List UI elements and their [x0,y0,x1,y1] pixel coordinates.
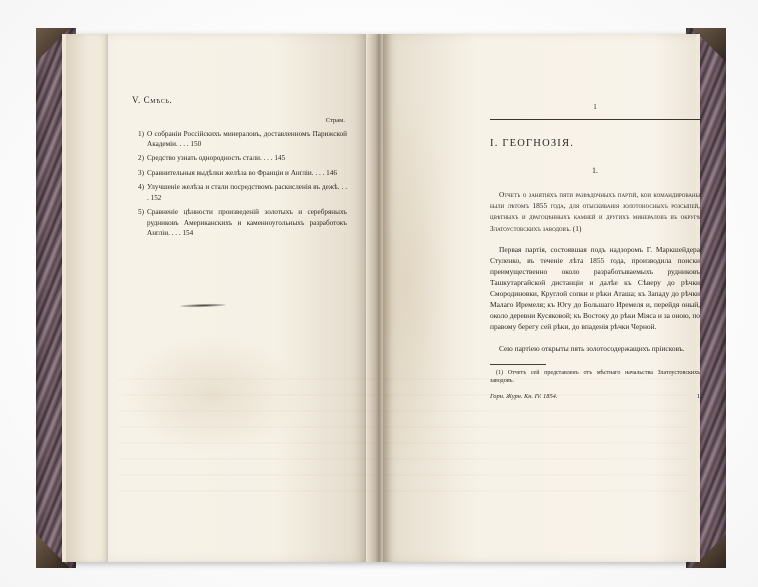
toc-entry-title: Сравненіе цѣнности произведеній золотыхъ и серебряныхъ рудниковъ Американскихъ и каменноугольныхъ разработокъ Англіи [147,208,347,238]
toc-entry-text: Сравненіе цѣнности произведеній золотыхъ и серебряныхъ рудниковъ Американскихъ и каменноугольныхъ разработокъ Англіи. . . . 154 [147,208,347,238]
toc-entry-number: 2) [138,154,144,163]
article-title: Отчетъ о занятіяхъ пяти развѣдочныхъ партій, кои командированы были лѣтомъ 1855 года, для отыскиванія золотоносныхъ розсыпей, цвѣтныхъ и драгоцѣнныхъ камней и другихъ минераловъ въ округѣ Златоустовскихъ заводовъ. (1) [490,190,700,233]
toc-entry-page: 145 [274,154,286,163]
right-page-content [490,102,700,402]
toc-entry-number: 5) [138,208,144,217]
toc-entry-title: Улучшеніе желѣза и стали посредствомъ раскисленія въ дежѣ [147,183,338,192]
left-page-heading: V. Смѣсь. [132,95,173,105]
toc-entry-title: О собраніи Россійскихъ минераловъ, доставленномъ Парижской Академіи [147,129,347,149]
toc-entry-page: 146 [326,168,337,177]
footnote-text: Отчетъ сей представленъ отъ мѣстнаго начальства Златоустовскихъ заводовъ. [490,369,701,385]
toc-entry-page: 152 [150,193,162,202]
body-paragraph: Сею партіею открыты пять золотосодержащихъ пріисковъ. [499,343,685,353]
flyleaf-strip [66,34,108,562]
left-page-content [132,94,347,243]
toc-entry [132,207,347,238]
journal-signature: Горн. Журн. Кн. IV. 1854. [490,393,558,401]
toc-entry [132,153,347,163]
footnote-rule [490,364,546,365]
toc-entry-text: Средство узнать однородность стали. . . . 145 [147,154,286,163]
toc-entry-title: Средство узнать однородность стали [147,154,260,163]
toc-entry [132,182,347,203]
page-footer [490,392,700,402]
toc-entry-number: 4) [138,183,144,192]
section-title: I. ГЕОГНОЗІЯ. [490,137,575,149]
header-rule [490,119,700,120]
toc-entry-page: 154 [182,229,194,238]
subsection-number: 1. [592,166,598,176]
toc-entry-text: О собраніи Россійскихъ минераловъ, доставленномъ Парижской Академіи. . . . 150 [147,129,347,149]
toc-entry-text: Сравнительныя выдѣлки желѣза во Франціи и Англіи. . . . 146 [147,168,337,177]
open-book [36,28,726,568]
toc-entry [132,129,347,150]
signature-number: 1 [696,393,700,401]
toc-column-header: Страм. [325,117,345,125]
page-block [62,34,700,562]
toc-entry-number: 1) [138,129,144,138]
toc-entry-text: Улучшеніе желѣза и стали посредствомъ раскисленія въ дежѣ. . . . 152 [147,183,347,202]
folio-number-top: 1 [593,103,597,111]
toc-entry [132,168,347,178]
toc-entry-number: 3) [138,168,144,177]
footnote [490,369,700,386]
toc-entry-page: 150 [190,140,202,149]
body-paragraph: Первая партія, состоявшая подъ надзоромъ Г. Маркшейдера Стуленко, въ теченіе лѣта 1855 года, производила поиски преимущественно около разработываемыхъ рудниковъ Ташкутаргайской дистанціи и далѣе къ Сѣверу до рѣчки Смородиновки, Круглой сопки и рѣки Аташа; къ Западу до рѣчки Малаго Иремеля; къ Югу до Большаго Иремеля и, перейдя оный, около деревни Кусяковой; къ Востоку до рѣки Міяса и за оною, по правому берегу сей рѣки, до впаденія рѣчки Черной. [490,244,700,332]
toc-entry-title: Сравнительныя выдѣлки желѣза во Франціи и Англіи [147,168,312,177]
footnote-marker: (1) [496,369,503,376]
